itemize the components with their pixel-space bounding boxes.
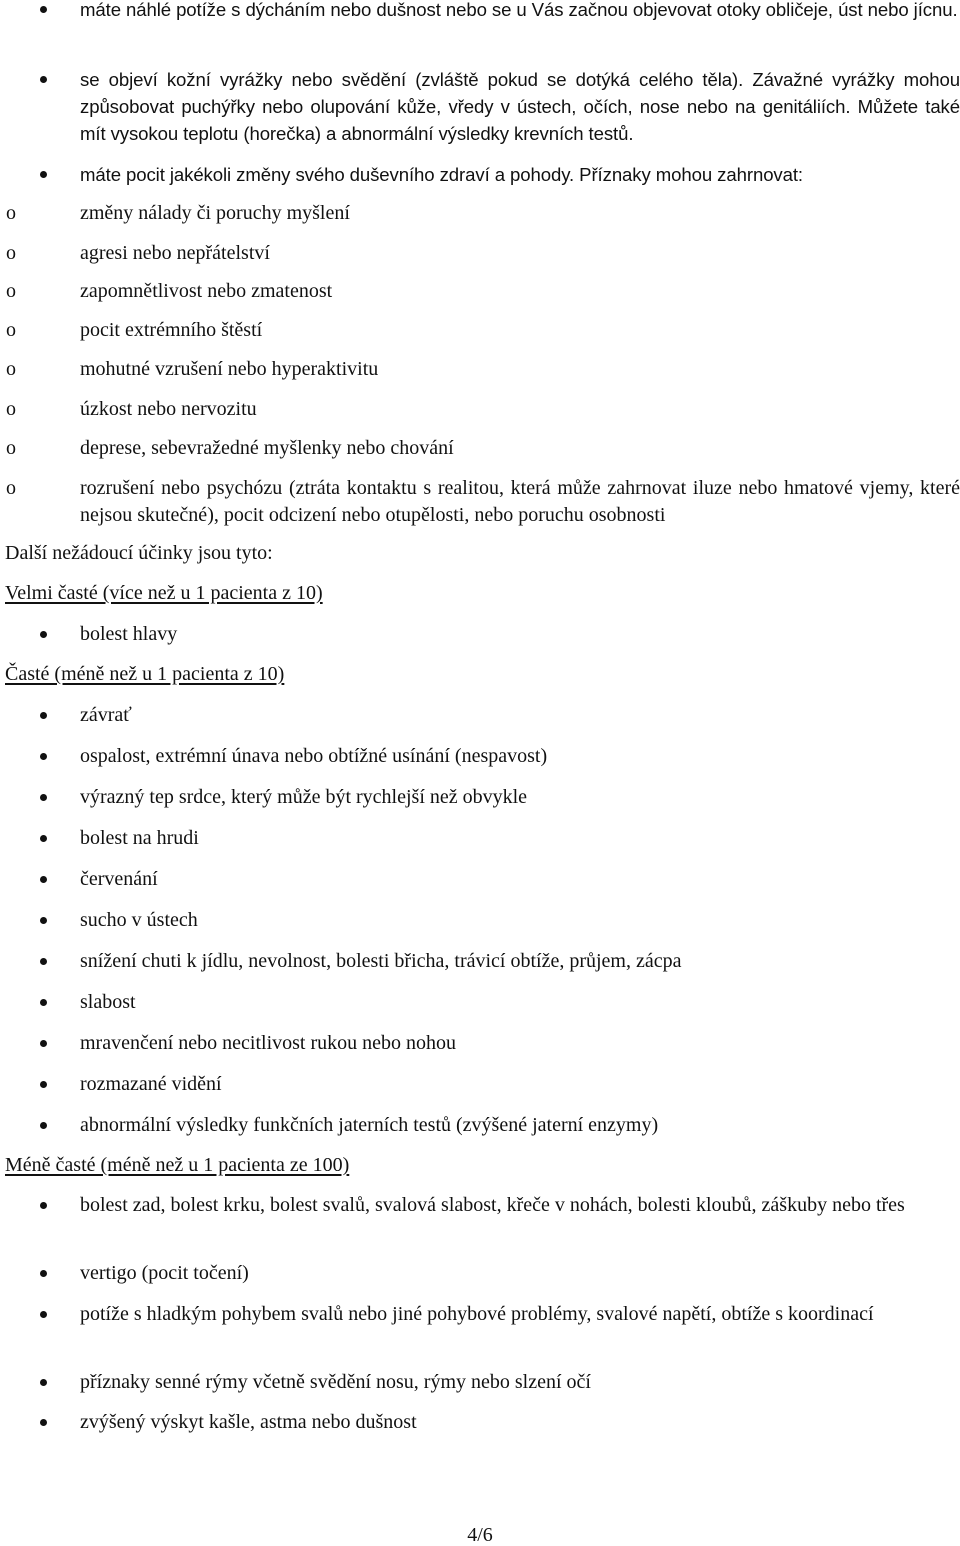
sub-list-item bbox=[6, 278, 960, 305]
bullet-icon bbox=[40, 876, 47, 883]
section-heading-common: Časté (méně než u 1 pacienta z 10) bbox=[5, 663, 285, 685]
list-item bbox=[80, 907, 960, 934]
list-item bbox=[80, 621, 960, 648]
list-item-text: ospalost, extrémní únava nebo obtížné usínání (nespavost) bbox=[80, 745, 548, 767]
bullet-icon bbox=[40, 917, 47, 924]
list-item-text: příznaky senné rýmy včetně svědění nosu, rýmy nebo slzení očí bbox=[80, 1371, 591, 1393]
bullet-icon bbox=[40, 1202, 47, 1209]
list-item bbox=[80, 1369, 960, 1396]
sub-list-item-text: rozrušení nebo psychózu (ztráta kontaktu s realitou, která může zahrnovat iluze nebo hmatové vjemy, které nejsou skutečné), pocit odcizení nebo otupělosti, nebo poruchu osobnosti bbox=[80, 477, 960, 526]
circle-bullet-icon: o bbox=[6, 319, 16, 341]
section-intro: Další nežádoucí účinky jsou tyto: bbox=[5, 542, 273, 564]
list-item-text: závrať bbox=[80, 704, 132, 726]
list-item-text: abnormální výsledky funkčních jaterních testů (zvýšené jaterní enzymy) bbox=[80, 1114, 659, 1136]
circle-bullet-icon: o bbox=[6, 437, 16, 459]
list-item bbox=[80, 989, 960, 1016]
sub-list-item-text: mohutné vzrušení nebo hyperaktivitu bbox=[80, 358, 379, 380]
bullet-icon bbox=[40, 999, 47, 1006]
bullet-icon bbox=[40, 794, 47, 801]
list-item bbox=[80, 1192, 960, 1219]
sub-list-item-text: pocit extrémního štěstí bbox=[80, 319, 263, 341]
bullet-icon bbox=[40, 712, 47, 719]
list-item-text: bolest zad, bolest krku, bolest svalů, svalová slabost, křeče v nohách, bolesti kloubů, záškuby nebo třes bbox=[80, 1194, 905, 1216]
list-item-text: rozmazané vidění bbox=[80, 1073, 222, 1095]
sub-list-item bbox=[6, 475, 960, 529]
sub-list-item bbox=[6, 396, 960, 423]
bullet-icon bbox=[40, 1379, 47, 1386]
list-item-text: červenání bbox=[80, 868, 158, 890]
list-item-text: sucho v ústech bbox=[80, 909, 198, 931]
section-heading-very-common: Velmi časté (více než u 1 pacienta z 10) bbox=[5, 582, 323, 604]
list-item bbox=[80, 1112, 960, 1139]
list-item-text: mravenčení nebo necitlivost rukou nebo nohou bbox=[80, 1032, 457, 1054]
list-item-text: zvýšený výskyt kašle, astma nebo dušnost bbox=[80, 1411, 417, 1433]
sub-list-item-text: úzkost nebo nervozitu bbox=[80, 398, 257, 420]
list-item-text: vertigo (pocit točení) bbox=[80, 1262, 249, 1284]
list-item bbox=[80, 1260, 960, 1287]
sub-list-item bbox=[6, 356, 960, 383]
bullet-icon bbox=[40, 1311, 47, 1318]
bullet-icon bbox=[40, 1122, 47, 1129]
sub-list-item bbox=[6, 200, 960, 227]
circle-bullet-icon: o bbox=[6, 202, 16, 224]
bullet-icon bbox=[40, 1270, 47, 1277]
list-item bbox=[80, 825, 960, 852]
list-item-text: máte pocit jakékoli změny svého duševního zdraví a pohody. Příznaky mohou zahrnovat: bbox=[80, 164, 804, 185]
page-number: 4/6 bbox=[467, 1524, 493, 1546]
list-item-text: se objeví kožní vyrážky nebo svědění (zvláště pokud se dotýká celého těla). Závažné vyrážky mohou způsobovat puchýřky nebo olupování kůže, vředy v ústech, očích, nose nebo na genitáliích. Můžete také mít vysokou teplotu (horečka) a abnormální výsledky krevních testů. bbox=[80, 69, 960, 144]
sub-list-item bbox=[6, 435, 960, 462]
list-item-text: výrazný tep srdce, který může být rychlejší než obvykle bbox=[80, 786, 528, 808]
list-item bbox=[80, 1409, 960, 1436]
bullet-icon bbox=[40, 1081, 47, 1088]
list-item-text: potíže s hladkým pohybem svalů nebo jiné pohybové problémy, svalové napětí, obtíže s koordinací bbox=[80, 1303, 874, 1325]
sub-list-item-text: změny nálady či poruchy myšlení bbox=[80, 202, 350, 224]
bullet-icon bbox=[40, 76, 47, 83]
sub-list-item-text: zapomnětlivost nebo zmatenost bbox=[80, 280, 333, 302]
bullet-icon bbox=[40, 1040, 47, 1047]
list-item bbox=[80, 1071, 960, 1098]
sub-list-item bbox=[6, 317, 960, 344]
bullet-icon bbox=[40, 631, 47, 638]
bullet-icon bbox=[40, 753, 47, 760]
list-item bbox=[80, 1301, 960, 1328]
list-item bbox=[80, 1030, 960, 1057]
list-item bbox=[80, 161, 960, 188]
circle-bullet-icon: o bbox=[6, 477, 16, 499]
list-item-text: bolest hlavy bbox=[80, 623, 178, 645]
list-item bbox=[80, 66, 960, 147]
bullet-icon bbox=[40, 171, 47, 178]
circle-bullet-icon: o bbox=[6, 398, 16, 420]
list-item-text: slabost bbox=[80, 991, 136, 1013]
sub-list-item-text: agresi nebo nepřátelství bbox=[80, 242, 270, 264]
list-item bbox=[80, 948, 960, 975]
list-item bbox=[80, 702, 960, 729]
circle-bullet-icon: o bbox=[6, 358, 16, 380]
list-item-text: snížení chuti k jídlu, nevolnost, bolesti břicha, trávicí obtíže, průjem, zácpa bbox=[80, 950, 682, 972]
sub-list-item bbox=[6, 240, 960, 267]
section-heading-uncommon: Méně časté (méně než u 1 pacienta ze 100) bbox=[5, 1154, 350, 1176]
list-item bbox=[80, 743, 960, 770]
bullet-icon bbox=[40, 835, 47, 842]
list-item bbox=[80, 0, 960, 23]
bullet-icon bbox=[40, 1419, 47, 1426]
list-item bbox=[80, 866, 960, 893]
circle-bullet-icon: o bbox=[6, 280, 16, 302]
sub-list-item-text: deprese, sebevražedné myšlenky nebo chování bbox=[80, 437, 454, 459]
list-item-text: bolest na hrudi bbox=[80, 827, 199, 849]
circle-bullet-icon: o bbox=[6, 242, 16, 264]
bullet-icon bbox=[40, 6, 47, 13]
bullet-icon bbox=[40, 958, 47, 965]
list-item-text: máte náhlé potíže s dýcháním nebo dušnost nebo se u Vás začnou objevovat otoky obličeje, úst nebo jícnu. bbox=[80, 0, 958, 20]
list-item bbox=[80, 784, 960, 811]
